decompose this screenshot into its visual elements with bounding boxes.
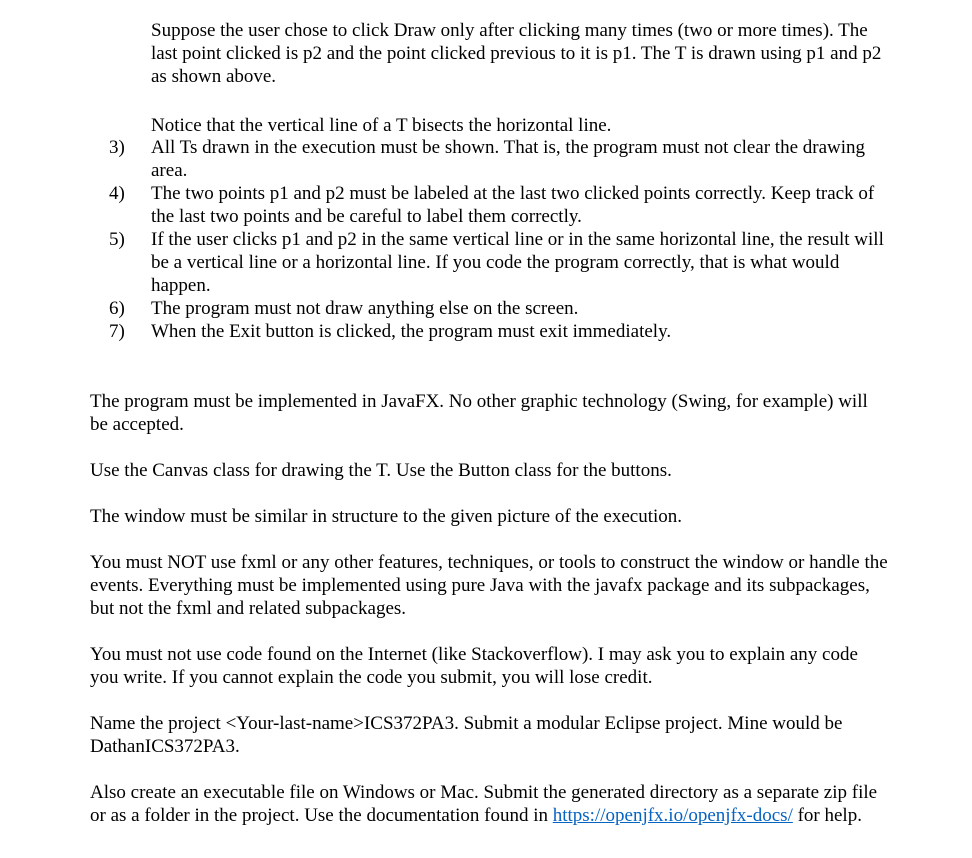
list-item-number: 4) [109,183,125,204]
list-item-number: 3) [109,137,125,158]
fxml-paragraph: You must NOT use fxml or any other features, techniques, or tools to construct the window or handle the events. Everything must be implemented using pure Java with the javafx package and its subpackages, but not the fxml and related subpackages. [90,552,888,619]
requirements-list [109,136,889,343]
executable-paragraph [90,781,890,827]
list-item [109,182,889,228]
openjfx-docs-link[interactable]: https://openjfx.io/openjfx-docs/ [552,805,793,826]
list-item [109,228,889,297]
list-item-text: If the user clicks p1 and p2 in the same vertical line or in the same horizontal line, the result will be a vertical line or a horizontal line. If you code the program correctly, that is what would happen. [151,229,884,296]
internet-paragraph: You must not use code found on the Internet (like Stackoverflow). I may ask you to explain any code you write. If you cannot explain the code you submit, you will lose credit. [90,644,858,688]
list-item-text: The program must not draw anything else on the screen. [151,298,579,319]
list-item-number: 6) [109,298,125,319]
list-item-text: All Ts drawn in the execution must be shown. That is, the program must not clear the drawing area. [151,137,866,181]
list-item [109,136,889,182]
project-name-paragraph: Name the project <Your-last-name>ICS372PA3. Submit a modular Eclipse project. Mine would be DathanICS372PA3. [90,713,843,757]
canvas-paragraph: Use the Canvas class for drawing the T. Use the Button class for the buttons. [90,460,672,481]
list-item-number: 7) [109,321,125,342]
list-item [109,297,889,320]
javafx-paragraph: The program must be implemented in JavaFX. No other graphic technology (Swing, for example) will be accepted. [90,391,868,435]
list-item [109,320,889,343]
executable-text-end: for help. [792,805,862,826]
intro-paragraph: Suppose the user chose to click Draw only after clicking many times (two or more times). The last point clicked is p2 and the point clicked previous to it is p1. The T is drawn using p1 and p2 as shown above. [151,20,882,87]
list-item-text: When the Exit button is clicked, the program must exit immediately. [151,321,672,342]
notice-paragraph: Notice that the vertical line of a T bisects the horizontal line. [151,115,612,136]
executable-text: Also create an executable file on Windows or Mac. Submit the generated directory as a separate zip file or as a folder in the project. Use the documentation found in [90,782,878,826]
list-item-text: The two points p1 and p2 must be labeled at the last two clicked points correctly. Keep track of the last two points and be careful to label them correctly. [151,183,875,227]
window-paragraph: The window must be similar in structure to the given picture of the execution. [90,506,683,527]
list-item-number: 5) [109,229,125,250]
